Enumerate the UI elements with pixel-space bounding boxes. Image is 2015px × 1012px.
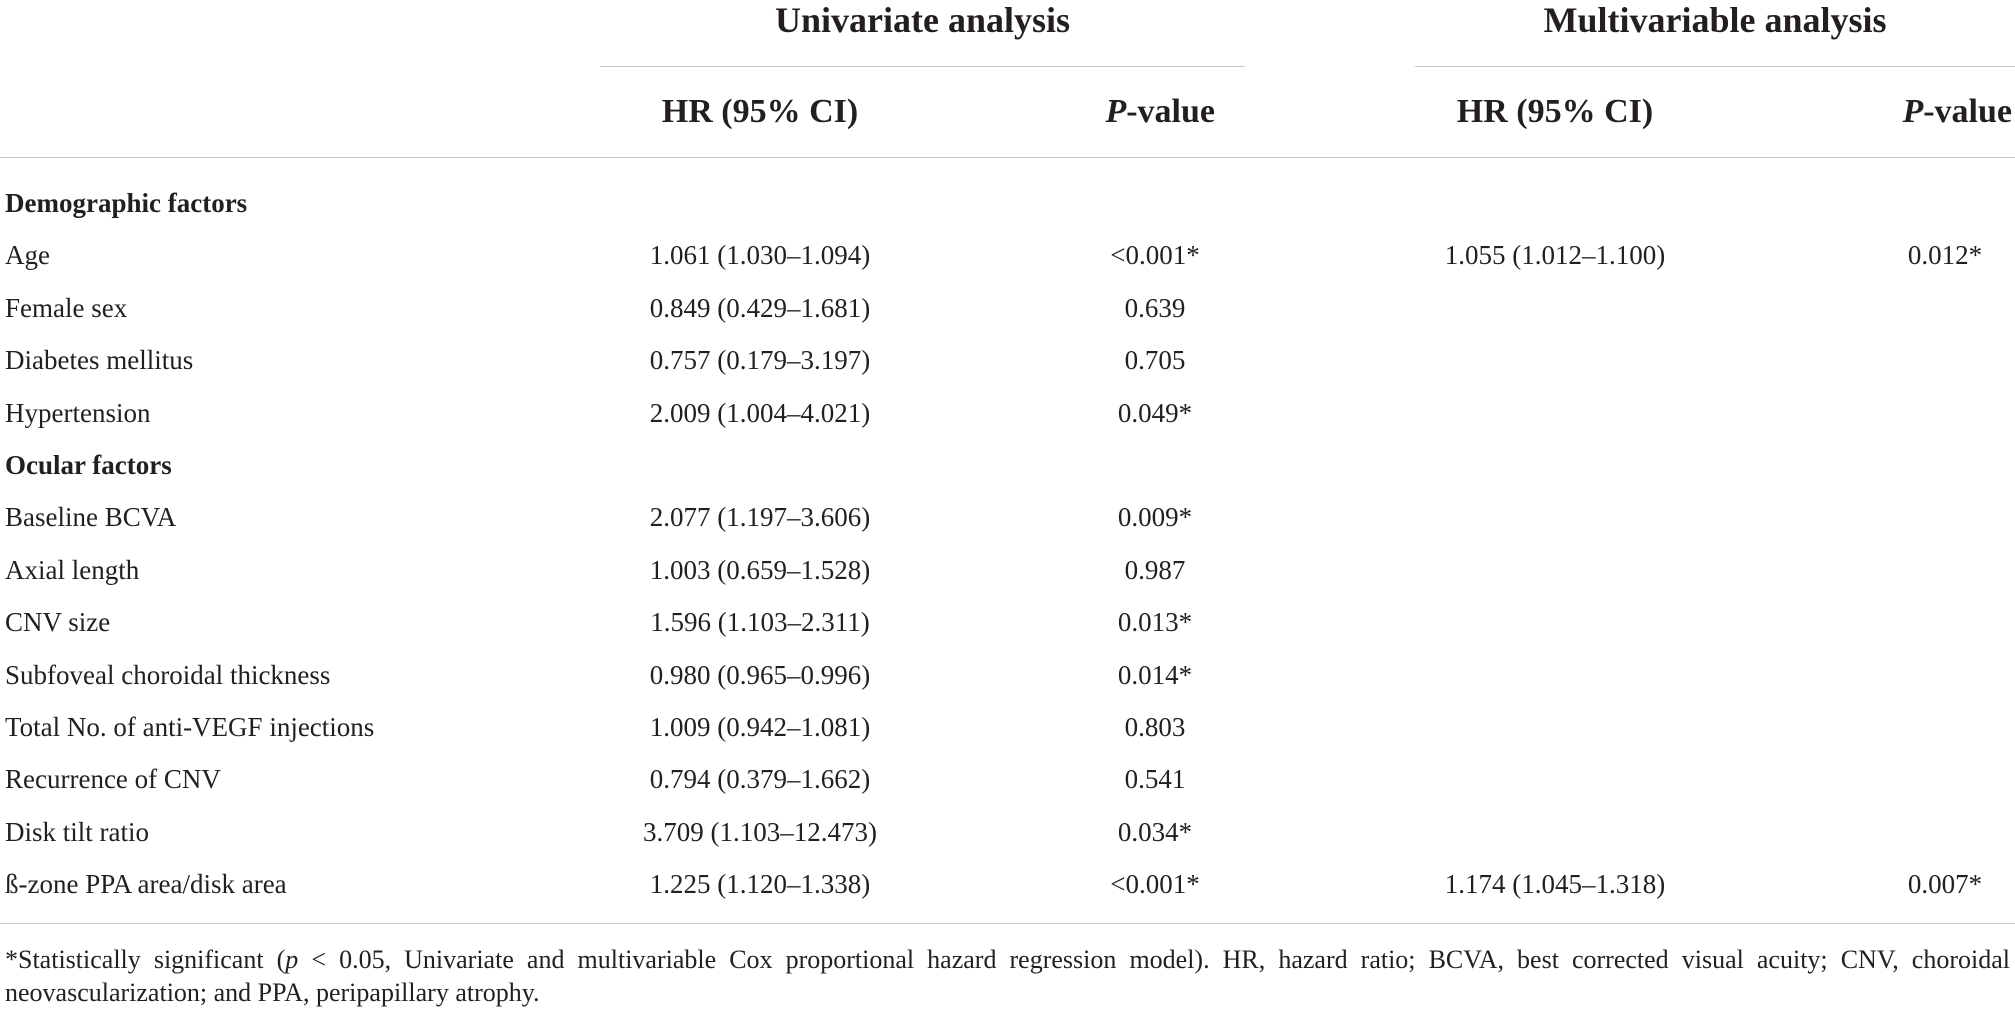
p-value-suffix: -value xyxy=(1126,93,1215,130)
univariate-hr-cell: 1.061 (1.030–1.094) xyxy=(649,240,871,271)
multivariable-analysis-header: Multivariable analysis xyxy=(1543,0,1887,40)
table-row xyxy=(0,596,2015,648)
footnote-text-start: *Statistically significant ( xyxy=(5,945,286,974)
p-value-suffix: -value xyxy=(1923,93,2012,130)
univariate-hr-cell: 3.709 (1.103–12.473) xyxy=(643,816,877,847)
variable-label: ß-zone PPA area/disk area xyxy=(5,869,287,900)
univariate-hr-cell: 1.225 (1.120–1.338) xyxy=(649,869,871,900)
variable-label: Subfoveal choroidal thickness xyxy=(5,659,331,690)
table-row xyxy=(0,491,2015,543)
variable-label: Axial length xyxy=(5,554,140,585)
variable-label: Hypertension xyxy=(5,397,151,428)
univariate-p-value-cell: 0.803 xyxy=(1124,712,1186,742)
table-row xyxy=(0,544,2015,596)
table-footnote xyxy=(5,943,2010,1009)
univariate-p-value-cell: 0.009* xyxy=(1117,502,1193,533)
univariate-header-rule xyxy=(600,66,1245,67)
variable-label: Diabetes mellitus xyxy=(5,345,194,376)
univariate-p-value-cell: 0.034* xyxy=(1117,816,1193,847)
table-row xyxy=(0,858,2015,910)
univariate-p-value-cell: 0.013* xyxy=(1117,607,1193,638)
variable-label: Female sex xyxy=(5,292,128,323)
multivariable-p-value-cell: 0.007* xyxy=(1907,869,1983,900)
variable-label: Total No. of anti-VEGF injections xyxy=(5,712,375,742)
univariate-hr-cell: 0.980 (0.965–0.996) xyxy=(649,659,871,690)
section-header-row xyxy=(0,439,2015,491)
univariate-hr-cell: 1.009 (0.942–1.081) xyxy=(649,712,871,742)
univariate-p-value-cell: 0.639 xyxy=(1124,292,1186,323)
multivariable-hr-column-header: HR (95% CI) xyxy=(1456,93,1654,130)
univariate-hr-cell: 0.757 (0.179–3.197) xyxy=(649,345,871,376)
table-row xyxy=(0,387,2015,439)
univariate-p-value-cell: 0.049* xyxy=(1117,397,1193,428)
table-row xyxy=(0,334,2015,386)
variable-label: Baseline BCVA xyxy=(5,502,177,533)
univariate-hr-cell: 2.077 (1.197–3.606) xyxy=(649,502,871,533)
univariate-p-value-cell: <0.001* xyxy=(1110,869,1200,900)
section-header-row xyxy=(0,177,2015,229)
multivariable-p-value-cell: 0.012* xyxy=(1907,240,1983,271)
variable-label: CNV size xyxy=(5,607,111,638)
multivariable-header-rule xyxy=(1415,66,2015,67)
univariate-analysis-header: Univariate analysis xyxy=(774,0,1070,40)
variable-label: Disk tilt ratio xyxy=(5,816,149,847)
variable-label: Recurrence of CNV xyxy=(5,764,221,795)
univariate-p-value-cell: 0.014* xyxy=(1117,659,1193,690)
section-label: Demographic factors xyxy=(5,188,248,218)
header-bottom-rule xyxy=(0,157,2015,158)
univariate-p-value-cell: 0.987 xyxy=(1124,554,1186,585)
univariate-hr-column-header: HR (95% CI) xyxy=(661,93,859,130)
univariate-hr-cell: 1.596 (1.103–2.311) xyxy=(650,607,870,638)
univariate-hr-cell: 0.794 (0.379–1.662) xyxy=(649,764,871,795)
univariate-p-value-cell: 0.705 xyxy=(1124,345,1186,376)
section-label: Ocular factors xyxy=(5,450,172,480)
p-italic: P xyxy=(1902,93,1924,130)
univariate-hr-cell: 1.003 (0.659–1.528) xyxy=(649,554,871,585)
univariate-hr-cell: 2.009 (1.004–4.021) xyxy=(649,397,871,428)
table-row xyxy=(0,282,2015,334)
p-italic: P xyxy=(1105,93,1127,130)
multivariable-p-value-column-header xyxy=(1840,92,2012,132)
table-bottom-rule xyxy=(0,923,2015,924)
univariate-hr-cell: 0.849 (0.429–1.681) xyxy=(649,292,871,323)
table-row xyxy=(0,806,2015,858)
multivariable-hr-cell: 1.055 (1.012–1.100) xyxy=(1444,240,1666,271)
variable-label: Age xyxy=(5,240,50,271)
footnote-text-rest: < 0.05, Univariate and multivariable Cox proportional hazard regression model). HR, hazard ratio; BCVA, best corrected visual acuity; CNV, choroidal neovascularization; and PPA, peripapillary atrophy. xyxy=(5,945,2010,1007)
table-row xyxy=(0,649,2015,701)
univariate-p-value-column-header xyxy=(1050,92,1215,132)
table-row xyxy=(0,229,2015,281)
multivariable-hr-cell: 1.174 (1.045–1.318) xyxy=(1444,869,1666,900)
univariate-p-value-cell: <0.001* xyxy=(1110,240,1200,271)
table-row xyxy=(0,753,2015,805)
univariate-p-value-cell: 0.541 xyxy=(1124,764,1186,795)
footnote-p-symbol: p xyxy=(285,945,299,974)
table-row xyxy=(0,701,2015,753)
